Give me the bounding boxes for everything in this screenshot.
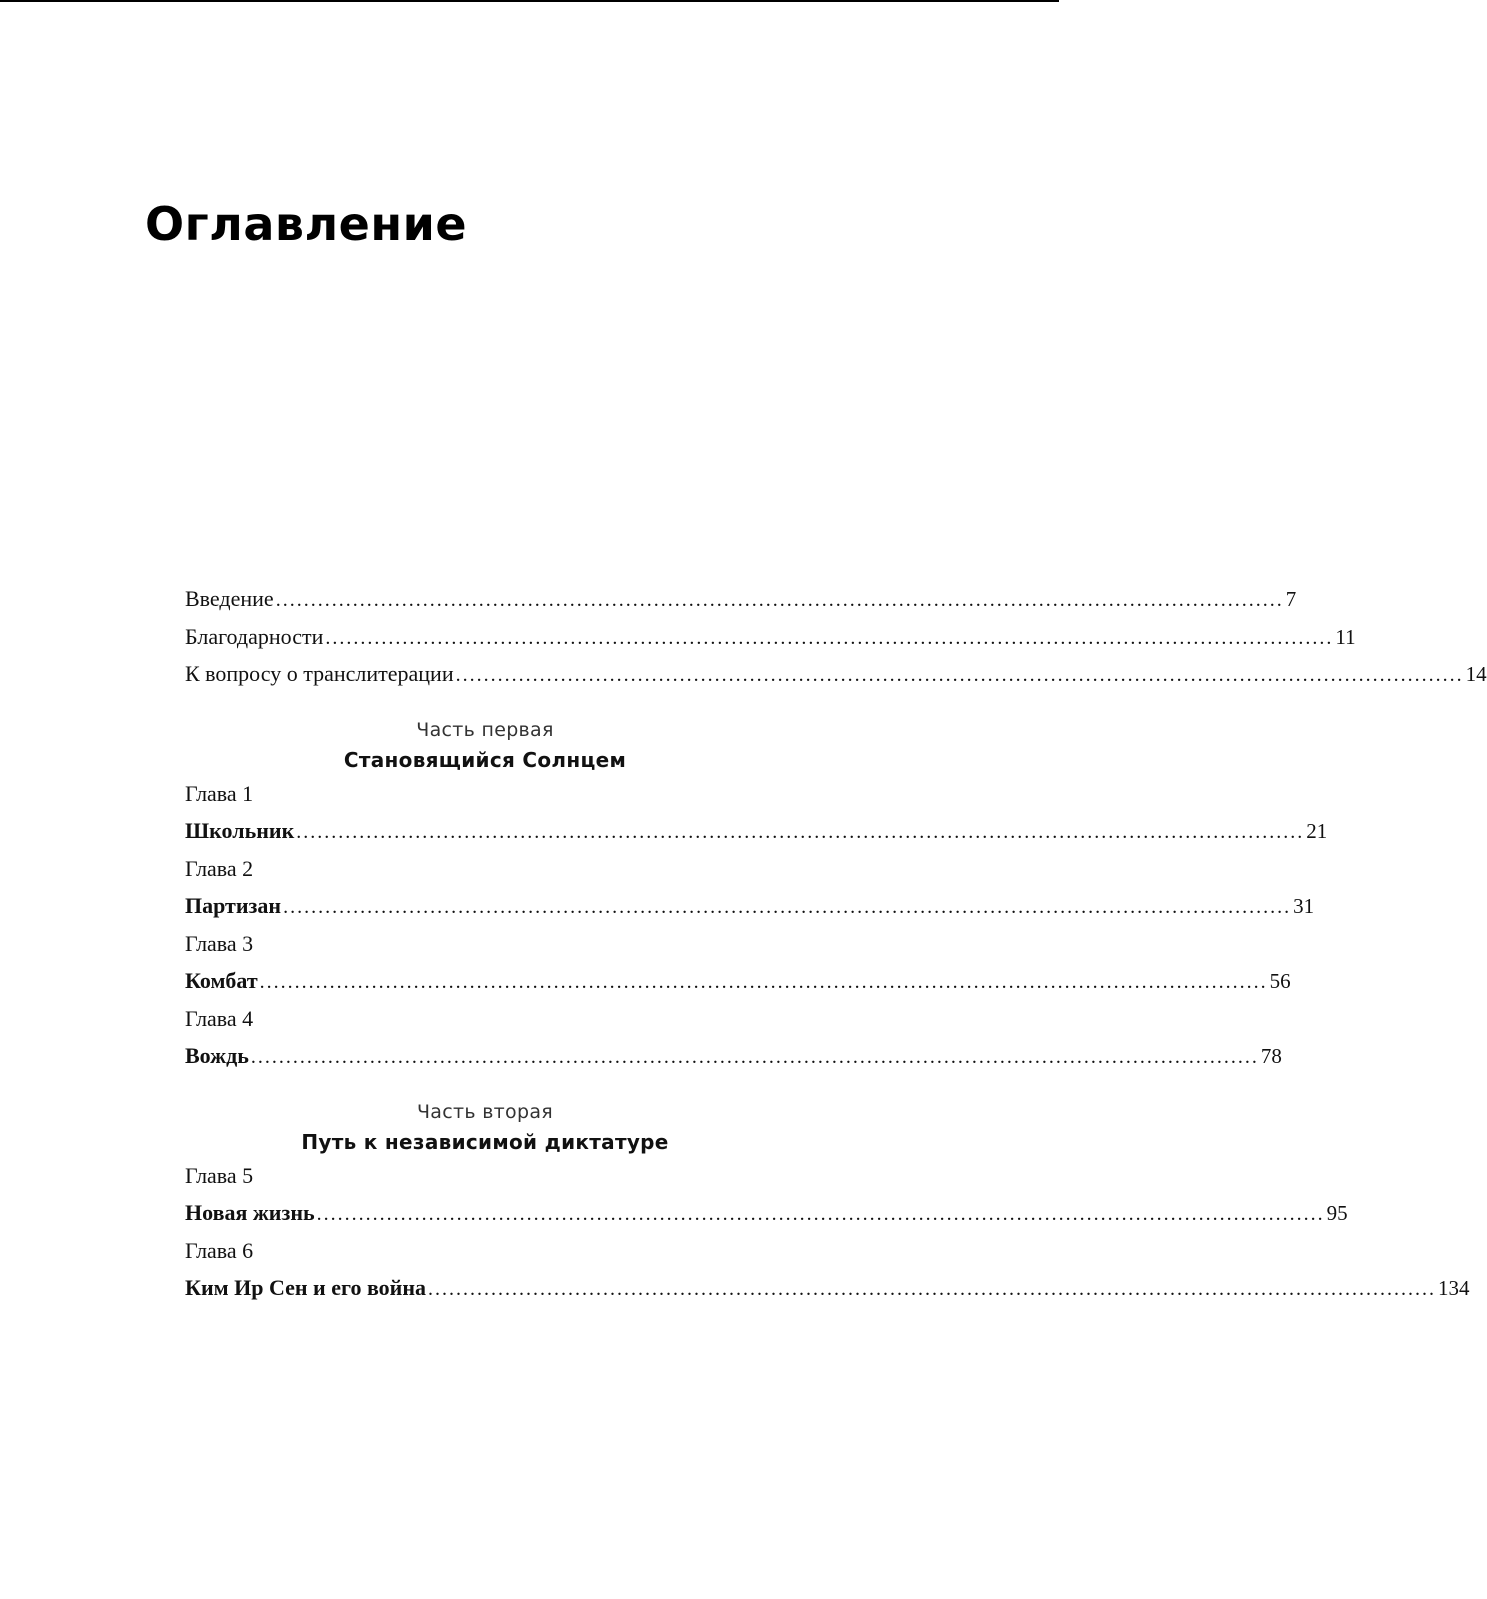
chapter-title: Вождь (185, 1043, 249, 1068)
dot-leader: ................................................................................................................................................ (325, 626, 1334, 649)
toc-entry-chapter[interactable] (185, 962, 1291, 1000)
chapter-number-label: Глава 1 (185, 780, 254, 806)
toc-entry-page: 11 (1335, 624, 1356, 649)
section-spacer (185, 693, 785, 715)
toc-entry-label: Благодарности (185, 623, 324, 649)
dot-leader: ................................................................................................................................................ (428, 1278, 1437, 1300)
toc-entry-page: 21 (1306, 819, 1328, 843)
toc-entry-chapter[interactable] (185, 1194, 1348, 1232)
chapter-number-label: Глава 5 (185, 1162, 254, 1188)
chapter-number-label: Глава 6 (185, 1237, 254, 1263)
chapter-title: Комбат (185, 968, 258, 993)
toc-entry-chapter[interactable] (185, 887, 1315, 925)
chapter-number-label: Глава 2 (185, 855, 254, 881)
dot-leader: ................................................................................................................................................ (283, 896, 1292, 918)
toc-entry-acknowledgements[interactable] (185, 618, 1356, 656)
chapter-number-label: Глава 3 (185, 930, 254, 956)
table-of-contents (185, 580, 1487, 1307)
toc-entry-introduction[interactable] (185, 580, 1297, 618)
part-title[interactable]: Путь к независимой диктатуре (301, 1129, 669, 1154)
chapter-title: Партизан (185, 893, 282, 918)
chapter-title: Новая жизнь (185, 1200, 315, 1225)
chapter-title: Школьник (185, 818, 295, 843)
chapter-number-label: Глава 4 (185, 1005, 254, 1031)
part-heading (185, 1097, 785, 1157)
top-border-rule (0, 0, 1059, 2)
toc-entry-label: К вопросу о транслитерации (185, 661, 454, 686)
toc-entry-transliteration[interactable] (185, 655, 1487, 693)
dot-leader: ................................................................................................................................................ (275, 589, 1284, 611)
part-heading (185, 715, 785, 775)
dot-leader: ................................................................................................................................................ (250, 1046, 1259, 1068)
part-title[interactable]: Становящийся Солнцем (343, 747, 627, 772)
dot-leader: ................................................................................................................................................ (316, 1203, 1325, 1225)
toc-entry-chapter[interactable] (185, 1037, 1282, 1075)
dot-leader: ................................................................................................................................................ (296, 821, 1305, 843)
toc-entry-chapter[interactable] (185, 1269, 1470, 1307)
toc-entry-chapter[interactable] (185, 812, 1328, 850)
toc-entry-page: 134 (1438, 1276, 1470, 1300)
dot-leader: ................................................................................................................................................ (259, 971, 1268, 993)
part-kicker: Часть первая (416, 718, 554, 741)
page-title: Оглавление (145, 196, 468, 251)
toc-entry-label: Введение (185, 586, 274, 611)
toc-entry-page: 95 (1326, 1201, 1348, 1225)
toc-entry-page: 31 (1293, 894, 1315, 918)
chapter-title: Ким Ир Сен и его война (185, 1275, 427, 1300)
part-kicker: Часть вторая (416, 1100, 554, 1123)
toc-entry-page: 56 (1269, 969, 1291, 993)
section-spacer (185, 1075, 785, 1097)
toc-entry-page: 7 (1285, 587, 1297, 611)
dot-leader: ................................................................................................................................................ (455, 664, 1464, 686)
toc-entry-page: 14 (1465, 662, 1487, 686)
toc-entry-page: 78 (1260, 1044, 1282, 1068)
